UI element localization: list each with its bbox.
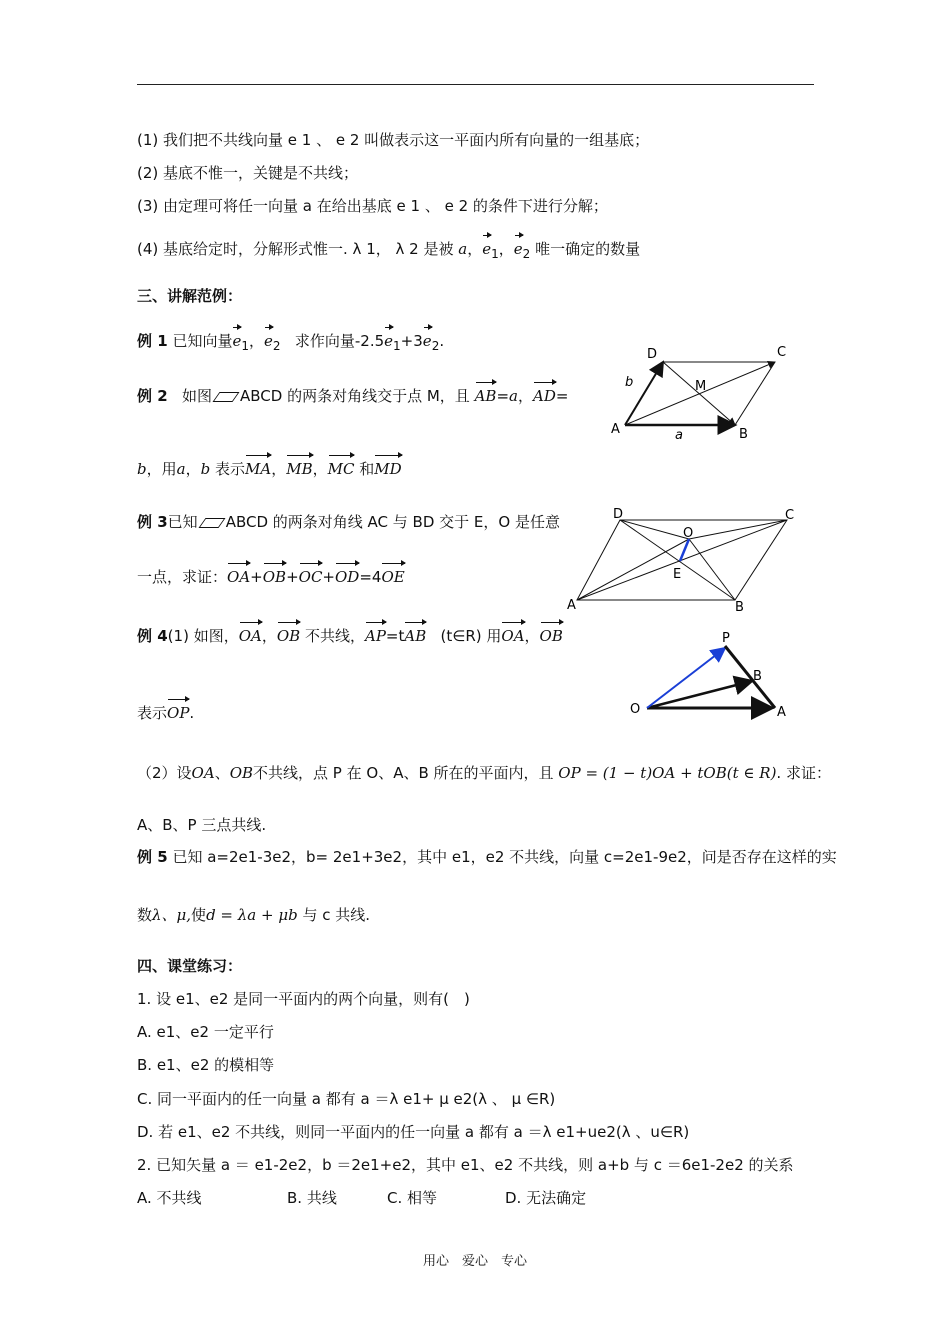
label-c: C (785, 508, 795, 523)
example-2: 例 2 如图 ABCD 的两条对角线交于点 M，且 AB=a，AD= (137, 387, 569, 405)
label-p: P (722, 631, 730, 646)
item-2: (2) 基底不惟一，关键是不共线； (137, 164, 359, 182)
example-5: 例 5 已知 a=2e1-3e2，b= 2e1+3e2，其中 e1，e2 不共线，向量 c=2e1-9e2，问是否存在这样的实 (137, 848, 837, 866)
parallelogram-symbol (198, 518, 225, 528)
header-rule (137, 84, 814, 85)
example-1: 例 1 已知向量$e_1$，$e_2$ 求作向量$-2.5e_1+3e_2$. (137, 332, 445, 353)
item-3: (3) 由定理可将任一向量 a 在给出基底 e 1 、 e 2 的条件下进行分解； (137, 197, 608, 215)
example-5-cont: 数λ、μ,使d = λa + μb 与 c 共线. (137, 906, 371, 924)
label-c: C (777, 345, 787, 360)
label-a: A (567, 598, 576, 613)
label-o: O (630, 702, 641, 717)
figure-parallelogram-oe (565, 505, 800, 615)
example-4-cont: 表示OP. (137, 704, 195, 722)
q2-options: A. 不共线 B. 共线 C. 相等 D. 无法确定 (137, 1189, 587, 1207)
example-3: 例 3已知 ABCD 的两条对角线 AC 与 BD 交于 E，O 是任意 (137, 513, 560, 531)
label-o: O (683, 526, 694, 541)
item-1: (1) 我们把不共线向量 e 1 、 e 2 叫做表示这一平面内所有向量的一组基底； (137, 131, 650, 149)
figure-collinear-opab (625, 628, 795, 723)
example-4-part2-cont: A、B、P 三点共线. (137, 816, 267, 834)
label-vec-a: a (675, 428, 683, 443)
example-4-part2: （2）设OA、OB不共线，点 P 在 O、A、B 所在的平面内，且 OP = (1 − t)OA + tOB(t ∈ R). 求证： (137, 764, 831, 782)
label-a: A (777, 705, 786, 720)
q1-stem: 1. 设 e1、e2 是同一平面内的两个向量，则有( ) (137, 990, 470, 1008)
label-b: B (753, 669, 762, 684)
q1-option-a: A. e1、e2 一定平行 (137, 1023, 274, 1041)
label-a: A (611, 422, 620, 437)
item-4: (4) 基底给定时，分解形式惟一. λ 1， λ 2 是被 a，$e_1$，$e_2$ 唯一确定的数量 (137, 240, 641, 261)
vector-b-line (625, 362, 663, 425)
q1-option-b: B. e1、e2 的模相等 (137, 1056, 275, 1074)
q2-stem: 2. 已知矢量 a ＝ e1-2e2，b ＝2e1+e2，其中 e1、e2 不共线，则 a+b 与 c ＝6e1-2e2 的关系 (137, 1156, 794, 1174)
label-b: B (735, 600, 744, 615)
parallelogram-symbol (212, 392, 239, 402)
section-4-heading: 四、课堂练习： (137, 957, 243, 975)
footer: 用心 爱心 专心 (422, 1254, 527, 1269)
q1-option-d: D. 若 e1、e2 不共线，则同一平面内的任一向量 a 都有 a ＝λ e1+ue2(λ 、u∈R) (137, 1123, 690, 1141)
label-e: E (673, 567, 682, 582)
q1-option-c: C. 同一平面内的任一向量 a 都有 a ＝λ e1+ μ e2(λ 、 μ ∈R) (137, 1090, 556, 1108)
label-vec-b: b (625, 375, 634, 390)
label-d: D (613, 507, 624, 522)
figure-parallelogram-m (605, 340, 800, 450)
example-3-cont: 一点，求证：OA+OB+OC+OD=4OE (137, 568, 405, 586)
example-2-cont: b，用a，b 表示MA，MB，MC 和MD (137, 460, 402, 478)
label-b: B (739, 427, 748, 442)
section-3-heading: 三、讲解范例： (137, 287, 243, 305)
label-d: D (647, 347, 658, 362)
label-m: M (695, 379, 707, 394)
example-4: 例 4(1) 如图，OA，OB 不共线，AP=tAB (t∈R) 用OA，OB (137, 627, 563, 645)
